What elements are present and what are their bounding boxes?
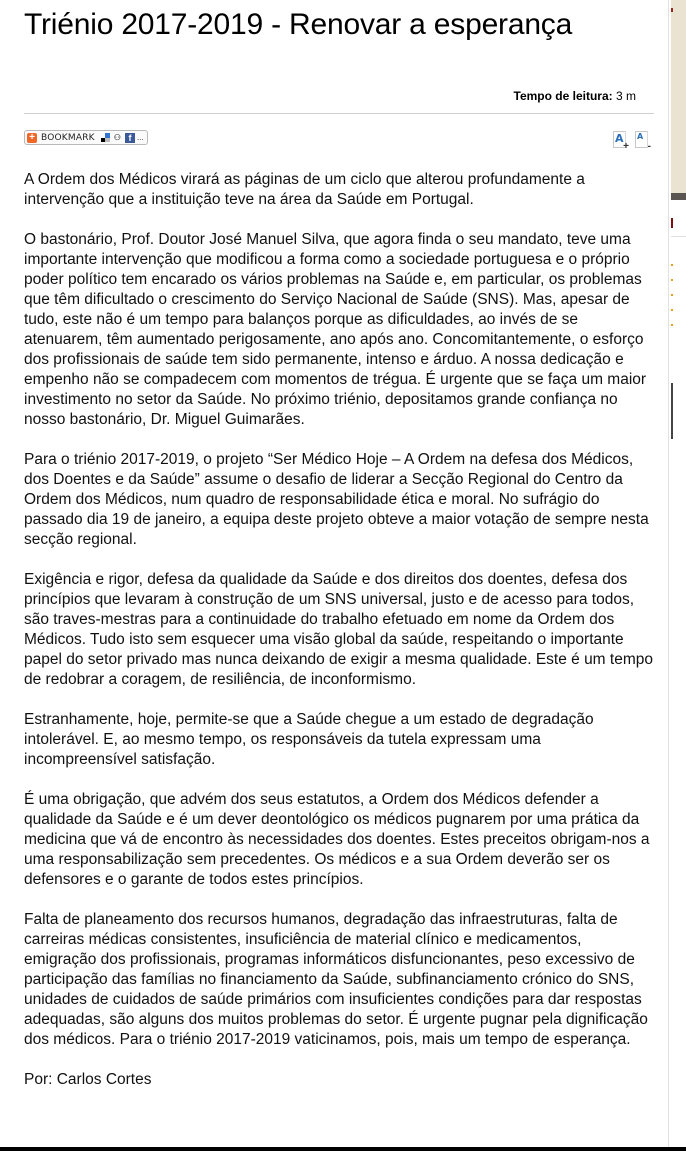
sidebar-divider [671,236,686,237]
digg-icon[interactable]: ⚇ [113,133,121,142]
more-share-button[interactable]: ... [136,133,144,142]
font-decrease-icon: A [637,132,644,141]
paragraph: Para o triénio 2017-2019, o projeto “Ser Médico Hoje – A Ordem na defesa dos Médicos, dos Doentes e da Saúde” assume o desafio de liderar a Secção Regional do Centro da Ordem dos Médicos, num quadro de responsabilidade ética e moral. No sufrágio do passado dia 19 de janeiro, a equipa deste projeto obteve a maior votação de sempre nesta secção regional. [24,451,649,548]
paragraph: Estranhamente, hoje, permite-se que a Saúde chegue a um estado de degradação intolerável. E, ao mesmo tempo, os responsáveis da tutela expressam uma incompreensível satisfação. [24,711,594,768]
plus-icon: + [27,133,37,143]
font-decrease-button[interactable] [635,131,651,152]
font-increase-button[interactable] [613,131,629,152]
paragraph: Exigência e rigor, defesa da qualidade da Saúde e dos direitos dos doentes, defesa dos princípios que levaram à construção de um SNS universal, justo e de acesso para todos, são traves-mestras para a continuidade do trabalho efetuado em nome da Ordem dos Médicos. Tudo isto sem esquecer uma visão global da saúde, respeitando o importante papel do setor privado mas nunca deixando de exigir a mesma qualidade. Este é um tempo de redobrar a coragem, de resiliência, de inconformismo. [24,571,653,688]
sidebar-clipped [670,0,686,1147]
sidebar-heading-bar [671,218,673,228]
delicious-icon[interactable] [101,133,110,142]
sidebar-image[interactable] [671,0,686,200]
sidebar-bullet-icon [671,279,673,281]
reading-time-value: 3 m [615,89,636,103]
bookmark-label: BOOKMARK [41,132,95,143]
facebook-icon[interactable]: f [125,133,135,143]
article-body [24,170,656,1110]
author-byline: Por: Carlos Cortes [24,1071,152,1088]
sidebar-bullet-icon [671,294,673,296]
paragraph: A Ordem dos Médicos virará as páginas de um ciclo que alterou profundamente a intervenção que a instituição teve na área da Saúde em Portugal. [24,171,585,208]
sidebar-bullet-icon [671,309,673,311]
paragraph: É uma obrigação, que advém dos seus estatutos, a Ordem dos Médicos defender a qualidade da Saúde e é um dever deontológico os médicos pugnarem por uma prática da medicina que vá de encontro às necessidades dos doentes. Estes preceitos obrigam-nos a uma responsabilização sem precedentes. Os médicos e a sua Ordem deverão ser os defensores e o garante de todos estes princípios. [24,791,650,888]
header-divider [24,113,654,114]
sidebar-dark-block [671,383,673,439]
bookmark-button[interactable] [24,130,148,145]
sidebar-image-caption [671,193,686,200]
sidebar-image-detail [671,8,673,12]
reading-time-label: Tempo de leitura: [513,89,613,103]
bottom-bar [0,1147,686,1151]
paragraph: Falta de planeamento dos recursos humanos, degradação das infraestruturas, falta de carreiras médicas consistentes, insuficiência de material clínico e medicamentos, emigração dos profissionais, programas informáticos disfuncionantes, peso excessivo de participação das famílias no financiamento da Saúde, subfinanciamento crónico do SNS, unidades de cuidados de saúde primários com insuficientes condições para dar respostas adequadas, são alguns dos muitos problemas do setor. É urgente pugnar pela dignificação dos médicos. Para o triénio 2017-2019 vaticinamos, pois, mais um tempo de esperança. [24,911,648,1048]
page-title: Triénio 2017-2019 - Renovar a esperança [24,8,573,41]
sidebar-bullet-icon [671,264,673,266]
plus-sign: + [623,141,629,152]
minus-sign: - [647,141,651,152]
reading-time [514,89,636,103]
font-increase-icon: A [615,132,624,145]
sidebar-bullet-icon [671,324,673,326]
paragraph: O bastonário, Prof. Doutor José Manuel Silva, que agora finda o seu mandato, teve uma importante intervenção que modificou a forma como a sociedade portuguesa e o próprio poder político tem encarado os vários problemas na Saúde e, em particular, os problemas que têm dificultado o crescimento do Serviço Nacional de Saúde (SNS). Mas, apesar de tudo, este não é um tempo para balanços porque as dificuldades, ao invés de se atenuarem, têm aumentado perigosamente, ano após ano. Concomitantemente, o esforço dos profissionais de saúde tem sido permanente, intenso e árduo. A nossa dedicação e empenho não se compadecem com momentos de trégua. É urgente que se faça um maior investimento no setor da Saúde. No próximo triénio, depositamos grande confiança no nosso bastonário, Dr. Miguel Guimarães. [24,231,647,428]
